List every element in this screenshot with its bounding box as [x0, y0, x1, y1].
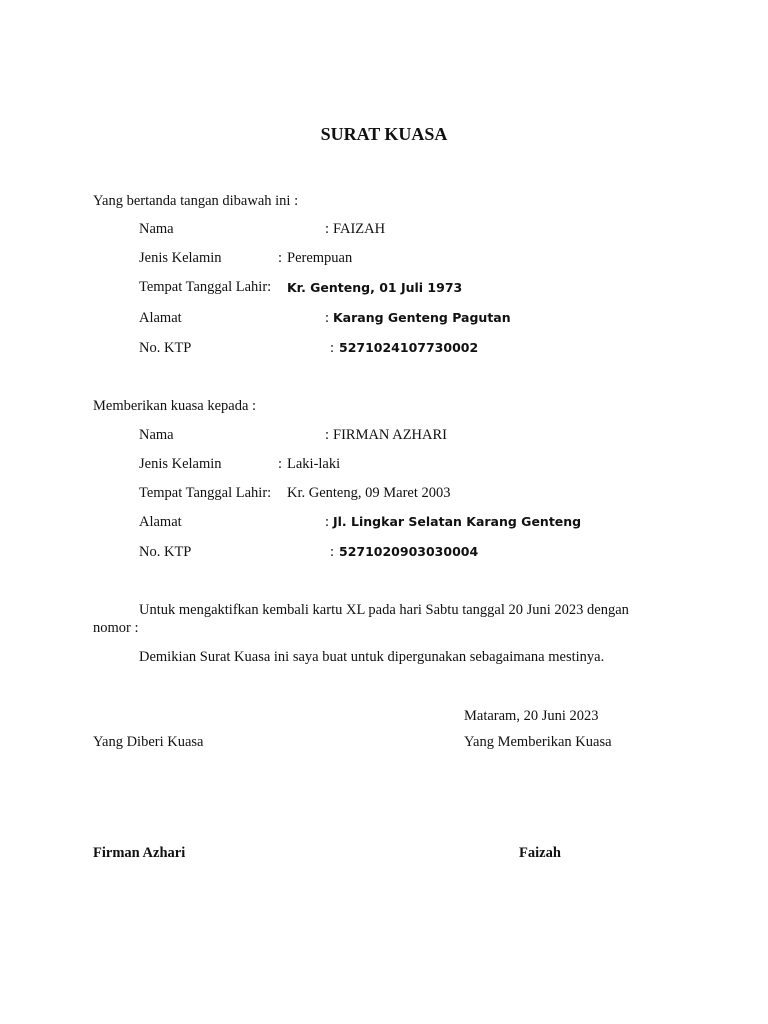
grantor-name-label: Nama	[139, 221, 174, 237]
recipient-address-colon: :	[325, 514, 330, 530]
grantor-birth-value: Kr. Genteng, 01 Juli 1973	[287, 280, 463, 295]
right-signature-name: Faizah	[519, 845, 561, 861]
left-signature-label: Yang Diberi Kuasa	[93, 734, 204, 750]
recipient-gender-colon: :	[278, 456, 283, 472]
purpose-line-2: nomor :	[93, 620, 139, 636]
recipient-name-label: Nama	[139, 427, 174, 443]
grantor-ktp-label: No. KTP	[139, 340, 192, 356]
recipient-intro-text: Memberikan kuasa kepada :	[93, 398, 257, 414]
left-signature-name: Firman Azhari	[93, 845, 186, 861]
recipient-address-label: Alamat	[139, 514, 182, 530]
recipient-birth-value: Kr. Genteng, 09 Maret 2003	[287, 485, 451, 501]
purpose-line-1: Untuk mengaktifkan kembali kartu XL pada hari Sabtu tanggal 20 Juni 2023 dengan	[139, 602, 629, 618]
grantor-birth-label: Tempat Tanggal Lahir:	[139, 279, 272, 295]
recipient-gender-label: Jenis Kelamin	[139, 456, 222, 472]
recipient-name-value: FIRMAN AZHARI	[333, 427, 447, 443]
grantor-address-label: Alamat	[139, 310, 182, 326]
recipient-ktp-value: 5271020903030004	[339, 544, 479, 559]
recipient-ktp-colon: :	[330, 544, 335, 560]
grantor-address-value: Karang Genteng Pagutan	[333, 310, 511, 325]
recipient-gender-value: Laki-laki	[287, 456, 341, 472]
recipient-birth-label: Tempat Tanggal Lahir:	[139, 485, 272, 501]
grantor-ktp-value: 5271024107730002	[339, 340, 479, 355]
grantor-name-value: FAIZAH	[333, 221, 386, 237]
grantor-name-colon: :	[325, 221, 330, 237]
intro-text: Yang bertanda tangan dibawah ini :	[93, 193, 299, 209]
closing-text: Demikian Surat Kuasa ini saya buat untuk dipergunakan sebagaimana mestinya.	[139, 649, 605, 665]
right-signature-label: Yang Memberikan Kuasa	[464, 734, 612, 750]
recipient-address-value: Jl. Lingkar Selatan Karang Genteng	[333, 514, 582, 529]
letter-title: SURAT KUASA	[320, 124, 448, 144]
grantor-gender-label: Jenis Kelamin	[139, 250, 222, 266]
recipient-name-colon: :	[325, 427, 330, 443]
grantor-ktp-colon: :	[330, 340, 335, 356]
grantor-address-colon: :	[325, 310, 330, 326]
grantor-gender-value: Perempuan	[287, 250, 353, 266]
place-date: Mataram, 20 Juni 2023	[464, 708, 599, 724]
recipient-ktp-label: No. KTP	[139, 544, 192, 560]
grantor-gender-colon: :	[278, 250, 283, 266]
